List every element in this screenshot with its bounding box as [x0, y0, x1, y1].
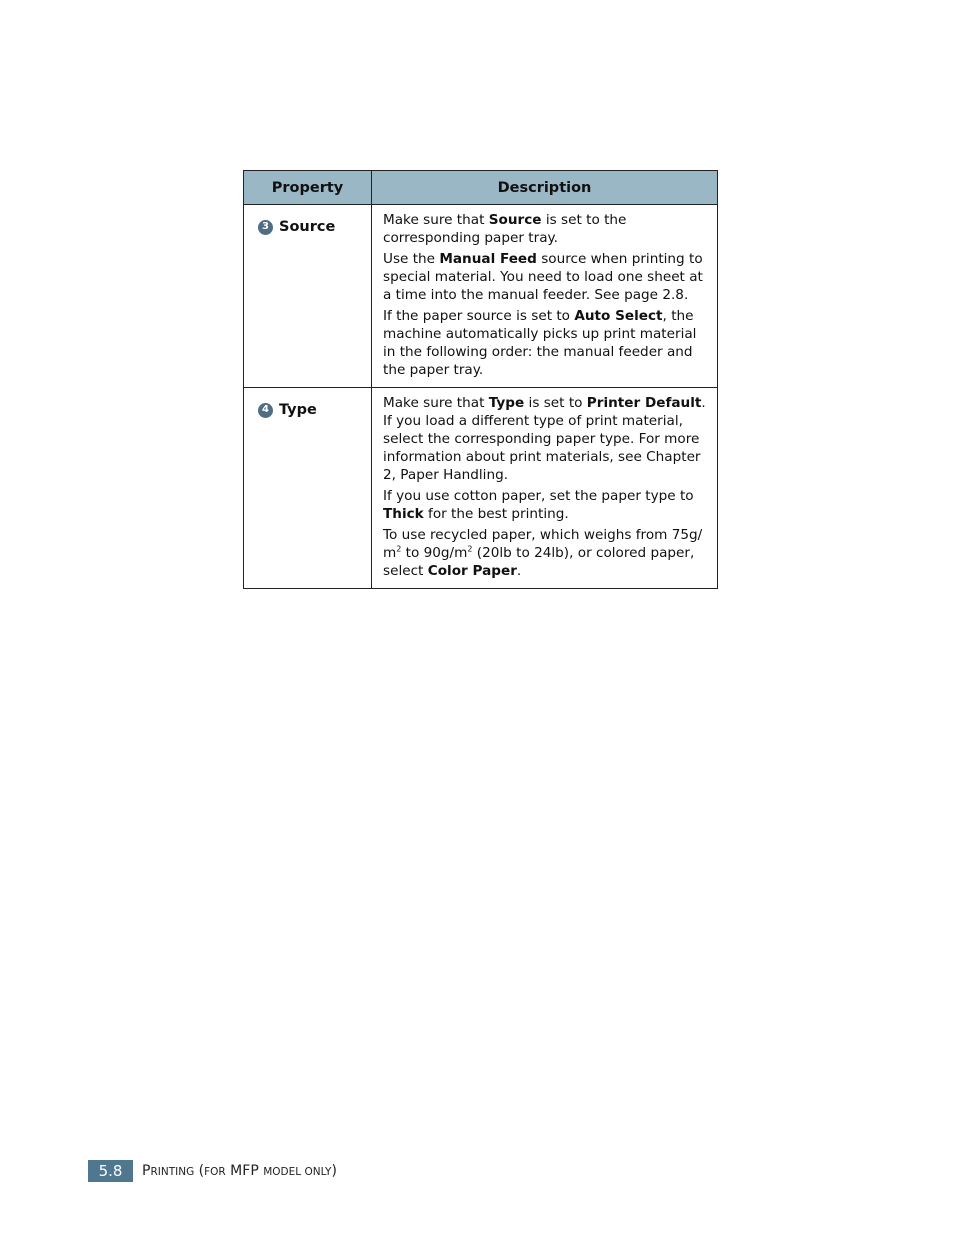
property-name: Source [279, 219, 336, 235]
circled-number-3-icon: 3 [258, 220, 273, 235]
text-run: If you use cotton paper, set the paper type to [383, 488, 694, 504]
description-paragraph [383, 487, 707, 523]
page-number-badge: 5.8 [88, 1160, 133, 1182]
small-caps-text: RINTING [150, 1166, 195, 1178]
description-paragraph [383, 307, 707, 379]
description-paragraph [383, 394, 707, 484]
property-table [243, 170, 718, 589]
table-row [244, 205, 718, 388]
header-property: Property [244, 171, 372, 205]
bold-term: Thick [383, 506, 424, 522]
text-run: (20lb to 24lb), or colored paper, select [383, 545, 695, 579]
text-run: To use recycled paper, which weighs from 75g/ m [383, 527, 703, 561]
bold-term: Type [488, 395, 525, 411]
text-run: , the machine automatically picks up print material in the following order: the manual feeder and the paper tray. [383, 308, 697, 378]
superscript: 2 [467, 544, 473, 554]
property-cell [244, 205, 372, 388]
text-run: source when printing to special material. You need to load one sheet at a time into the manual feeder. See page 2.8. [383, 251, 703, 303]
superscript: 2 [396, 544, 402, 554]
bold-term: Manual Feed [439, 251, 537, 267]
text-run: for the best printing. [423, 506, 569, 522]
text-run: Use the [383, 251, 440, 267]
text-run: If the paper source is set to [383, 308, 575, 324]
circled-number-4-icon: 4 [258, 403, 273, 418]
text-run: Make sure that [383, 395, 489, 411]
text-run: to 90g/m [401, 545, 468, 561]
bold-term: Printer Default [586, 395, 702, 411]
bold-term: Auto Select [574, 308, 663, 324]
header-description: Description [372, 171, 718, 205]
text-run: Make sure that [383, 212, 489, 228]
small-caps-text: FOR [204, 1166, 226, 1178]
small-caps-text: MODEL ONLY [263, 1166, 332, 1178]
text-run: P [142, 1163, 151, 1179]
bold-term: Color Paper [427, 563, 517, 579]
text-run: . [516, 563, 522, 579]
description-paragraph [383, 526, 707, 580]
text-run: is set to the corresponding paper tray. [383, 212, 627, 246]
page-footer [88, 1160, 337, 1182]
text-run: . If you load a different type of print material, select the corresponding paper type. For more information about print materials, see Chapter 2, Paper Handling. [383, 395, 706, 483]
chapter-title [142, 1163, 337, 1179]
description-cell [372, 388, 718, 589]
table-row [244, 388, 718, 589]
description-paragraph [383, 250, 707, 304]
text-run: ( [194, 1163, 205, 1179]
text-run: is set to [524, 395, 587, 411]
property-cell [244, 388, 372, 589]
table-header-row [244, 171, 718, 205]
bold-term: Source [488, 212, 542, 228]
description-paragraph [383, 211, 707, 247]
text-run: MFP [225, 1163, 264, 1179]
property-name: Type [279, 402, 317, 418]
text-run: ) [331, 1163, 337, 1179]
description-cell [372, 205, 718, 388]
